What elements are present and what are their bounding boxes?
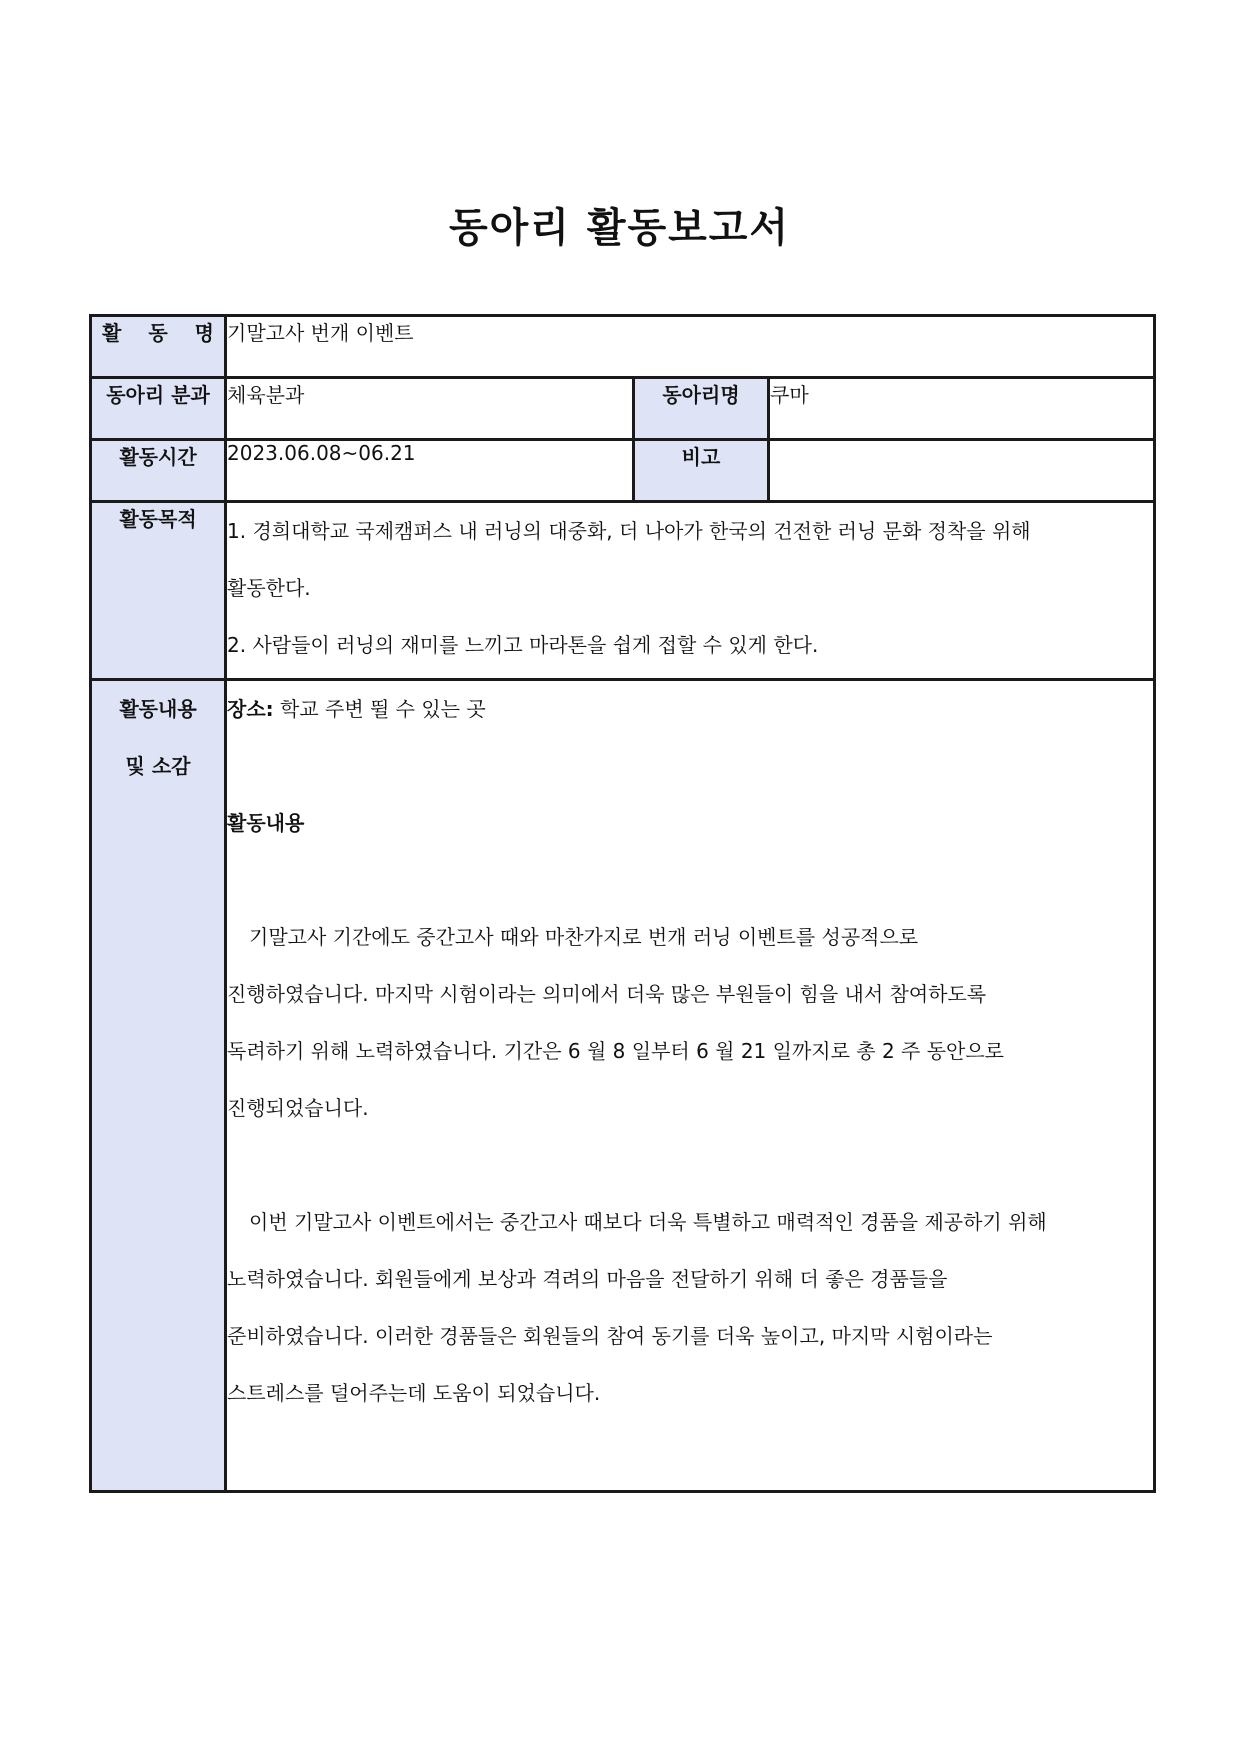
label-activity-content bbox=[91, 680, 226, 1492]
label-activity-purpose: 활동목적 bbox=[91, 502, 226, 680]
label-activity-period: 활동시간 bbox=[91, 440, 226, 502]
para1-line: 독려하기 위해 노력하였습니다. 기간은 6 월 8 일부터 6 월 21 일까지로 총 2 주 동안으로 bbox=[227, 1039, 1004, 1063]
para1-line: 진행하였습니다. 마지막 시험이라는 의미에서 더욱 많은 부원들이 힘을 내서 참여하도록 bbox=[227, 982, 987, 1006]
label-activity-name: 활 동 명 bbox=[91, 316, 226, 378]
purpose-line-2: 활동한다. bbox=[227, 576, 311, 600]
document-title: 동아리 활동보고서 bbox=[448, 205, 791, 251]
section-heading: 활동내용 bbox=[227, 811, 305, 835]
value-activity-period: 2023.06.08~06.21 bbox=[226, 440, 634, 502]
para2-line: 노력하였습니다. 회원들에게 보상과 격려의 마음을 전달하기 위해 더 좋은 경품들을 bbox=[227, 1267, 948, 1291]
place-value: 학교 주변 뛸 수 있는 곳 bbox=[273, 697, 486, 721]
place-line bbox=[227, 681, 1153, 738]
value-activity-name: 기말고사 번개 이벤트 bbox=[226, 316, 1155, 378]
blank-line bbox=[227, 852, 1153, 909]
blank-line bbox=[227, 1137, 1153, 1194]
label-club-division: 동아리 분과 bbox=[91, 378, 226, 440]
label-club-name: 동아리명 bbox=[634, 378, 769, 440]
purpose-line-1: 1. 경희대학교 국제캠퍼스 내 러닝의 대중화, 더 나아가 한국의 건전한 러닝 문화 정착을 위해 bbox=[227, 519, 1031, 543]
para2-line: 이번 기말고사 이벤트에서는 중간고사 때보다 더욱 특별하고 매력적인 경품을 제공하기 위해 bbox=[249, 1210, 1047, 1234]
para2-line: 스트레스를 덜어주는데 도움이 되었습니다. bbox=[227, 1381, 601, 1405]
value-activity-purpose bbox=[226, 502, 1155, 680]
row-period bbox=[91, 440, 1155, 502]
place-label: 장소: bbox=[227, 697, 274, 721]
value-activity-content bbox=[226, 680, 1155, 1492]
row-purpose bbox=[91, 502, 1155, 680]
para1-line: 진행되었습니다. bbox=[227, 1096, 369, 1120]
row-activity-name bbox=[91, 316, 1155, 378]
para2-line: 준비하였습니다. 이러한 경품들은 회원들의 참여 동기를 더욱 높이고, 마지막 시험이라는 bbox=[227, 1324, 993, 1348]
row-club-info bbox=[91, 378, 1155, 440]
value-remarks bbox=[769, 440, 1155, 502]
row-content bbox=[91, 680, 1155, 1492]
value-club-name: 쿠마 bbox=[769, 378, 1155, 440]
value-club-division: 체육분과 bbox=[226, 378, 634, 440]
report-table bbox=[89, 314, 1156, 1493]
para1-line: 기말고사 기간에도 중간고사 때와 마찬가지로 번개 러닝 이벤트를 성공적으로 bbox=[249, 925, 919, 949]
purpose-line-3: 2. 사람들이 러닝의 재미를 느끼고 마라톤을 쉽게 접할 수 있게 한다. bbox=[227, 633, 819, 657]
label-content-line-2: 및 소감 bbox=[125, 754, 191, 778]
label-content-line-1: 활동내용 bbox=[119, 697, 197, 721]
label-remarks: 비고 bbox=[634, 440, 769, 502]
blank-line bbox=[227, 738, 1153, 795]
